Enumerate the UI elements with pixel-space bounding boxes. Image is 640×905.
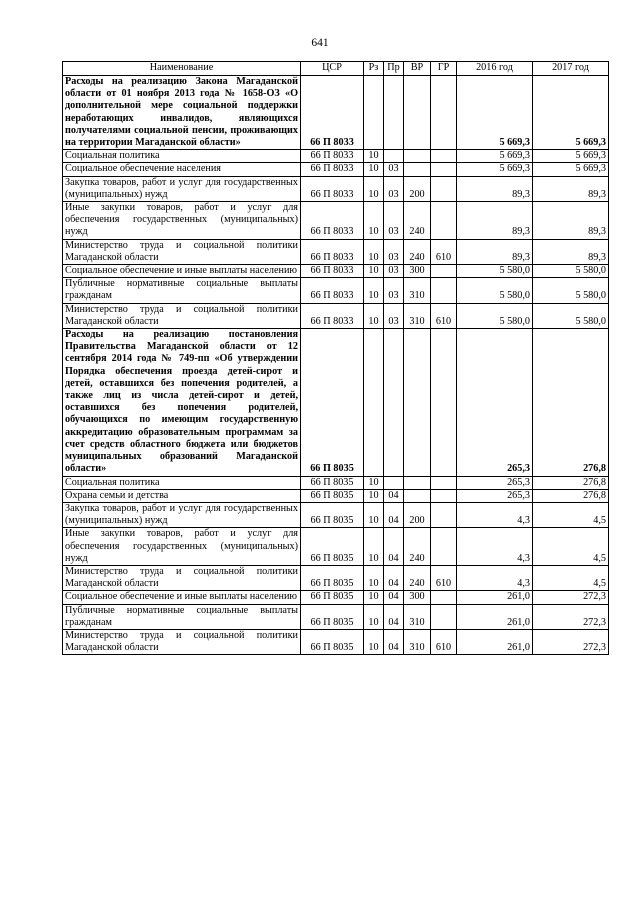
table-row xyxy=(63,303,609,328)
table-row xyxy=(63,239,609,264)
header-2016: 2016 год xyxy=(457,62,533,76)
cell-2017: 272,3 xyxy=(533,591,609,604)
cell-name: Министерство труда и социальной политики Магаданской области xyxy=(63,629,301,654)
cell-pr: 03 xyxy=(384,176,404,201)
budget-table xyxy=(62,61,609,655)
cell-name: Министерство труда и социальной политики Магаданской области xyxy=(63,565,301,590)
cell-2017: 4,5 xyxy=(533,502,609,527)
cell-2016: 89,3 xyxy=(457,176,533,201)
cell-2017: 5 669,3 xyxy=(533,150,609,163)
cell-2017: 5 669,3 xyxy=(533,76,609,150)
header-name: Наименование xyxy=(63,62,301,76)
table-row xyxy=(63,176,609,201)
cell-2016: 89,3 xyxy=(457,239,533,264)
cell-csr: 66 П 8033 xyxy=(301,176,364,201)
cell-csr: 66 П 8035 xyxy=(301,604,364,629)
cell-gr: 610 xyxy=(431,239,457,264)
cell-csr: 66 П 8033 xyxy=(301,163,364,176)
cell-2016: 5 669,3 xyxy=(457,150,533,163)
cell-rz xyxy=(364,329,384,476)
cell-vr: 240 xyxy=(404,239,431,264)
cell-2017: 4,5 xyxy=(533,528,609,566)
cell-2017: 89,3 xyxy=(533,202,609,240)
cell-2017: 5 580,0 xyxy=(533,278,609,303)
cell-name: Социальное обеспечение и иные выплаты населению xyxy=(63,265,301,278)
cell-2017: 4,5 xyxy=(533,565,609,590)
cell-vr: 310 xyxy=(404,604,431,629)
cell-2016: 4,3 xyxy=(457,502,533,527)
cell-name: Иные закупки товаров, работ и услуг для обеспечения государственных (муниципальных) нужд xyxy=(63,528,301,566)
cell-pr: 04 xyxy=(384,604,404,629)
cell-2016: 4,3 xyxy=(457,565,533,590)
cell-2016: 5 580,0 xyxy=(457,278,533,303)
cell-name: Министерство труда и социальной политики Магаданской области xyxy=(63,303,301,328)
cell-gr xyxy=(431,150,457,163)
header-row xyxy=(63,62,609,76)
cell-csr: 66 П 8035 xyxy=(301,476,364,489)
cell-pr xyxy=(384,150,404,163)
cell-pr: 03 xyxy=(384,278,404,303)
cell-vr: 240 xyxy=(404,202,431,240)
cell-name: Публичные нормативные социальные выплаты гражданам xyxy=(63,278,301,303)
cell-vr xyxy=(404,476,431,489)
cell-2017: 89,3 xyxy=(533,239,609,264)
cell-vr: 300 xyxy=(404,591,431,604)
cell-csr: 66 П 8033 xyxy=(301,150,364,163)
cell-2017: 272,3 xyxy=(533,604,609,629)
cell-2017: 272,3 xyxy=(533,629,609,654)
cell-vr xyxy=(404,329,431,476)
cell-2016: 261,0 xyxy=(457,604,533,629)
cell-pr: 03 xyxy=(384,265,404,278)
cell-rz: 10 xyxy=(364,239,384,264)
cell-pr: 03 xyxy=(384,239,404,264)
cell-rz: 10 xyxy=(364,604,384,629)
cell-name: Закупка товаров, работ и услуг для государственных (муниципальных) нужд xyxy=(63,502,301,527)
cell-csr: 66 П 8035 xyxy=(301,502,364,527)
cell-gr xyxy=(431,278,457,303)
cell-rz: 10 xyxy=(364,303,384,328)
cell-name: Расходы на реализацию Закона Магаданской области от 01 ноября 2013 года № 1658-ОЗ «О дополнительной мере социальной поддержки неработающих инвалидов, являющихся получателями социальной пенсии, проживающих на территории Магаданской области» xyxy=(63,76,301,150)
cell-pr: 04 xyxy=(384,489,404,502)
cell-gr xyxy=(431,163,457,176)
table-body xyxy=(63,76,609,655)
cell-pr: 04 xyxy=(384,528,404,566)
cell-pr: 03 xyxy=(384,303,404,328)
cell-gr: 610 xyxy=(431,303,457,328)
cell-name: Социальное обеспечение и иные выплаты населению xyxy=(63,591,301,604)
cell-vr: 240 xyxy=(404,528,431,566)
table-row xyxy=(63,604,609,629)
cell-vr: 310 xyxy=(404,303,431,328)
cell-gr xyxy=(431,176,457,201)
cell-2017: 5 669,3 xyxy=(533,163,609,176)
table-row xyxy=(63,150,609,163)
cell-pr: 04 xyxy=(384,629,404,654)
cell-2017: 276,8 xyxy=(533,489,609,502)
cell-rz: 10 xyxy=(364,278,384,303)
cell-name: Социальная политика xyxy=(63,150,301,163)
cell-pr: 04 xyxy=(384,565,404,590)
cell-name: Охрана семьи и детства xyxy=(63,489,301,502)
table-row xyxy=(63,329,609,476)
cell-2017: 89,3 xyxy=(533,176,609,201)
cell-rz: 10 xyxy=(364,528,384,566)
cell-name: Социальное обеспечение населения xyxy=(63,163,301,176)
cell-rz: 10 xyxy=(364,502,384,527)
cell-gr xyxy=(431,329,457,476)
cell-2016: 5 580,0 xyxy=(457,303,533,328)
cell-csr: 66 П 8033 xyxy=(301,202,364,240)
header-gr: ГР xyxy=(431,62,457,76)
cell-2016: 5 669,3 xyxy=(457,76,533,150)
cell-pr xyxy=(384,76,404,150)
cell-gr xyxy=(431,76,457,150)
header-vr: ВР xyxy=(404,62,431,76)
cell-2016: 265,3 xyxy=(457,489,533,502)
table-row xyxy=(63,265,609,278)
table-row xyxy=(63,278,609,303)
cell-rz: 10 xyxy=(364,476,384,489)
cell-gr xyxy=(431,476,457,489)
cell-vr xyxy=(404,489,431,502)
cell-gr xyxy=(431,265,457,278)
cell-gr xyxy=(431,502,457,527)
table-row xyxy=(63,163,609,176)
table-row xyxy=(63,629,609,654)
cell-pr: 04 xyxy=(384,591,404,604)
cell-pr xyxy=(384,329,404,476)
cell-csr: 66 П 8035 xyxy=(301,629,364,654)
cell-csr: 66 П 8033 xyxy=(301,278,364,303)
cell-gr xyxy=(431,202,457,240)
cell-gr xyxy=(431,528,457,566)
cell-2017: 5 580,0 xyxy=(533,265,609,278)
cell-name: Иные закупки товаров, работ и услуг для обеспечения государственных (муниципальных) нужд xyxy=(63,202,301,240)
cell-2016: 4,3 xyxy=(457,528,533,566)
cell-csr: 66 П 8035 xyxy=(301,329,364,476)
cell-csr: 66 П 8035 xyxy=(301,489,364,502)
cell-2016: 265,3 xyxy=(457,329,533,476)
cell-pr: 03 xyxy=(384,202,404,240)
cell-gr xyxy=(431,604,457,629)
cell-csr: 66 П 8033 xyxy=(301,239,364,264)
table-row xyxy=(63,591,609,604)
cell-gr xyxy=(431,591,457,604)
cell-2017: 276,8 xyxy=(533,476,609,489)
cell-csr: 66 П 8033 xyxy=(301,265,364,278)
cell-2016: 89,3 xyxy=(457,202,533,240)
cell-rz: 10 xyxy=(364,265,384,278)
cell-2016: 261,0 xyxy=(457,629,533,654)
cell-rz: 10 xyxy=(364,150,384,163)
cell-rz xyxy=(364,76,384,150)
table-row xyxy=(63,565,609,590)
cell-vr: 200 xyxy=(404,502,431,527)
cell-vr: 240 xyxy=(404,565,431,590)
cell-csr: 66 П 8035 xyxy=(301,565,364,590)
cell-name: Министерство труда и социальной политики Магаданской области xyxy=(63,239,301,264)
cell-name: Публичные нормативные социальные выплаты гражданам xyxy=(63,604,301,629)
cell-2016: 5 669,3 xyxy=(457,163,533,176)
header-2017: 2017 год xyxy=(533,62,609,76)
cell-gr: 610 xyxy=(431,565,457,590)
cell-pr: 04 xyxy=(384,502,404,527)
cell-2016: 265,3 xyxy=(457,476,533,489)
cell-csr: 66 П 8035 xyxy=(301,591,364,604)
cell-rz: 10 xyxy=(364,163,384,176)
cell-2016: 261,0 xyxy=(457,591,533,604)
cell-csr: 66 П 8033 xyxy=(301,76,364,150)
cell-name: Расходы на реализацию постановления Правительства Магаданской области от 12 сентября 2014 года № 749-пп «Об утверждении Порядка обеспечения проезда детей-сирот и детей, оставшихся без попечения родителей, а также лиц из числа детей-сирот и детей, оставшихся без попечения родителей, обучающихся по имеющим государственную аккредитацию образовательным программам за счет средств областного бюджета или бюджетов муниципальных образований Магаданской области» xyxy=(63,329,301,476)
cell-rz: 10 xyxy=(364,202,384,240)
cell-gr xyxy=(431,489,457,502)
cell-vr: 300 xyxy=(404,265,431,278)
cell-pr xyxy=(384,476,404,489)
table-row xyxy=(63,476,609,489)
cell-rz: 10 xyxy=(364,629,384,654)
cell-pr: 03 xyxy=(384,163,404,176)
cell-rz: 10 xyxy=(364,489,384,502)
table-row xyxy=(63,76,609,150)
cell-rz: 10 xyxy=(364,176,384,201)
cell-gr: 610 xyxy=(431,629,457,654)
cell-2016: 5 580,0 xyxy=(457,265,533,278)
table-row xyxy=(63,502,609,527)
cell-name: Социальная политика xyxy=(63,476,301,489)
page-number: 641 xyxy=(311,37,329,49)
header-pr: Пр xyxy=(384,62,404,76)
cell-rz: 10 xyxy=(364,591,384,604)
cell-rz: 10 xyxy=(364,565,384,590)
table-row xyxy=(63,202,609,240)
cell-vr xyxy=(404,163,431,176)
cell-vr xyxy=(404,76,431,150)
cell-2017: 5 580,0 xyxy=(533,303,609,328)
cell-2017: 276,8 xyxy=(533,329,609,476)
cell-csr: 66 П 8035 xyxy=(301,528,364,566)
cell-vr: 200 xyxy=(404,176,431,201)
cell-csr: 66 П 8033 xyxy=(301,303,364,328)
header-rz: Рз xyxy=(364,62,384,76)
cell-vr: 310 xyxy=(404,278,431,303)
cell-vr: 310 xyxy=(404,629,431,654)
table-row xyxy=(63,528,609,566)
cell-vr xyxy=(404,150,431,163)
table-row xyxy=(63,489,609,502)
cell-name: Закупка товаров, работ и услуг для государственных (муниципальных) нужд xyxy=(63,176,301,201)
header-csr: ЦСР xyxy=(301,62,364,76)
